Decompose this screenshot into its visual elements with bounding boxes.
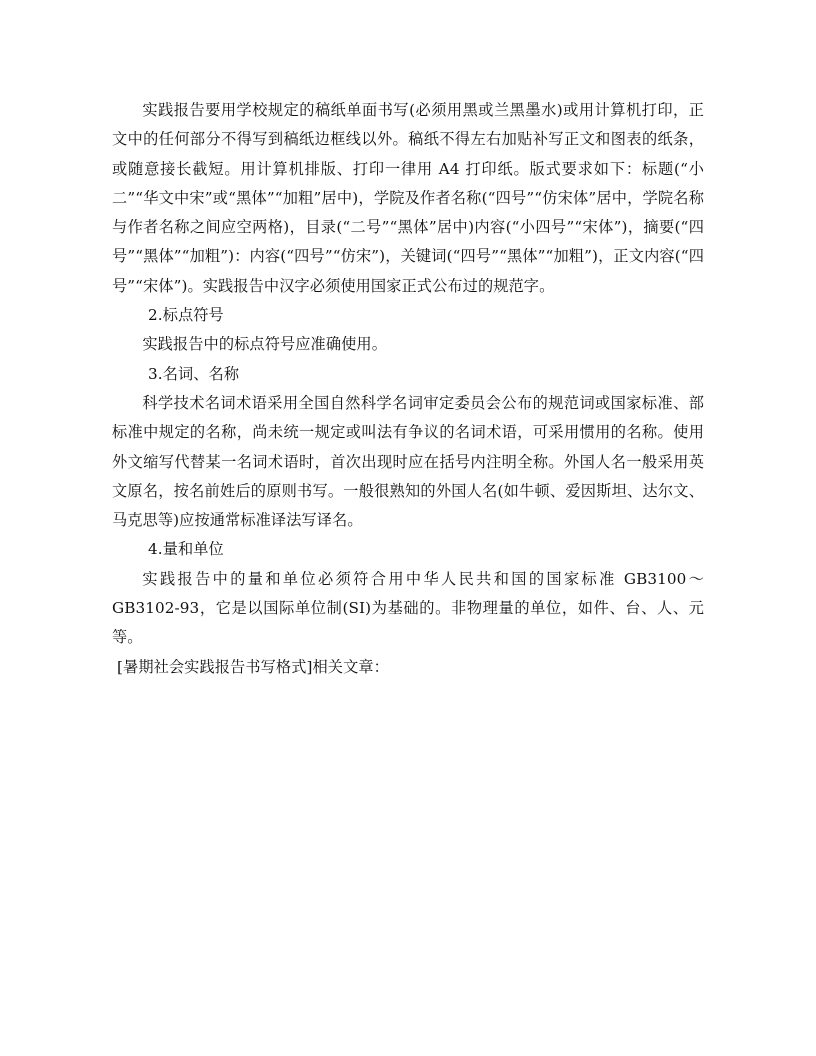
units-paragraph: 实践报告中的量和单位必须符合用中华人民共和国的国家标准 GB3100～GB3102-93，它是以国际单位制(SI)为基础的。非物理量的单位，如件、台、人、元等。 — [112, 569, 704, 647]
related-articles-label: [暑期社会实践报告书写格式]相关文章： — [117, 657, 389, 676]
units-heading: 4.量和单位 — [148, 540, 224, 559]
terms-paragraph: 科学技术名词术语采用全国自然科学名词审定委员会公布的规范词或国家标准、部标准中规定的名称，尚未统一规定或叫法有争议的名词术语，可采用惯用的名称。使用外文缩写代替某一名词术语时，首次出现时应在括号内注明全称。外国人名一般采用英文原名，按名前姓后的原则书写。一般很熟知的外国人名(如牛顿、爱因斯坦、达尔文、马克思等)应按通常标准译法写译名。 — [112, 393, 704, 530]
punctuation-paragraph: 实践报告中的标点符号应准确使用。 — [142, 335, 387, 354]
document-body — [112, 96, 704, 682]
format-rules-paragraph: 实践报告要用学校规定的稿纸单面书写(必须用黑或兰黑墨水)或用计算机打印，正文中的任何部分不得写到稿纸边框线以外。稿纸不得左右加贴补写正文和图表的纸条，或随意接长截短。用计算机排版、打印一律用 A4 打印纸。版式要求如下：标题(“小二”“华文中宋”或“黑体”“加粗”居中)，学院及作者名称(“四号”“仿宋体”居中，学院名称与作者名称之间应空两格)，目录(“二号”“黑体”居中)内容(“小四号”“宋体”)，摘要(“四号”“黑体”“加粗”)：内容(“四号”“仿宋”)，关键词(“四号”“黑体”“加粗”)，正文内容(“四号”“宋体”)。实践报告中汉字必须使用国家正式公布过的规范字。 — [112, 101, 704, 295]
terms-heading: 3.名词、名称 — [148, 364, 240, 383]
punctuation-heading: 2.标点符号 — [148, 306, 224, 325]
